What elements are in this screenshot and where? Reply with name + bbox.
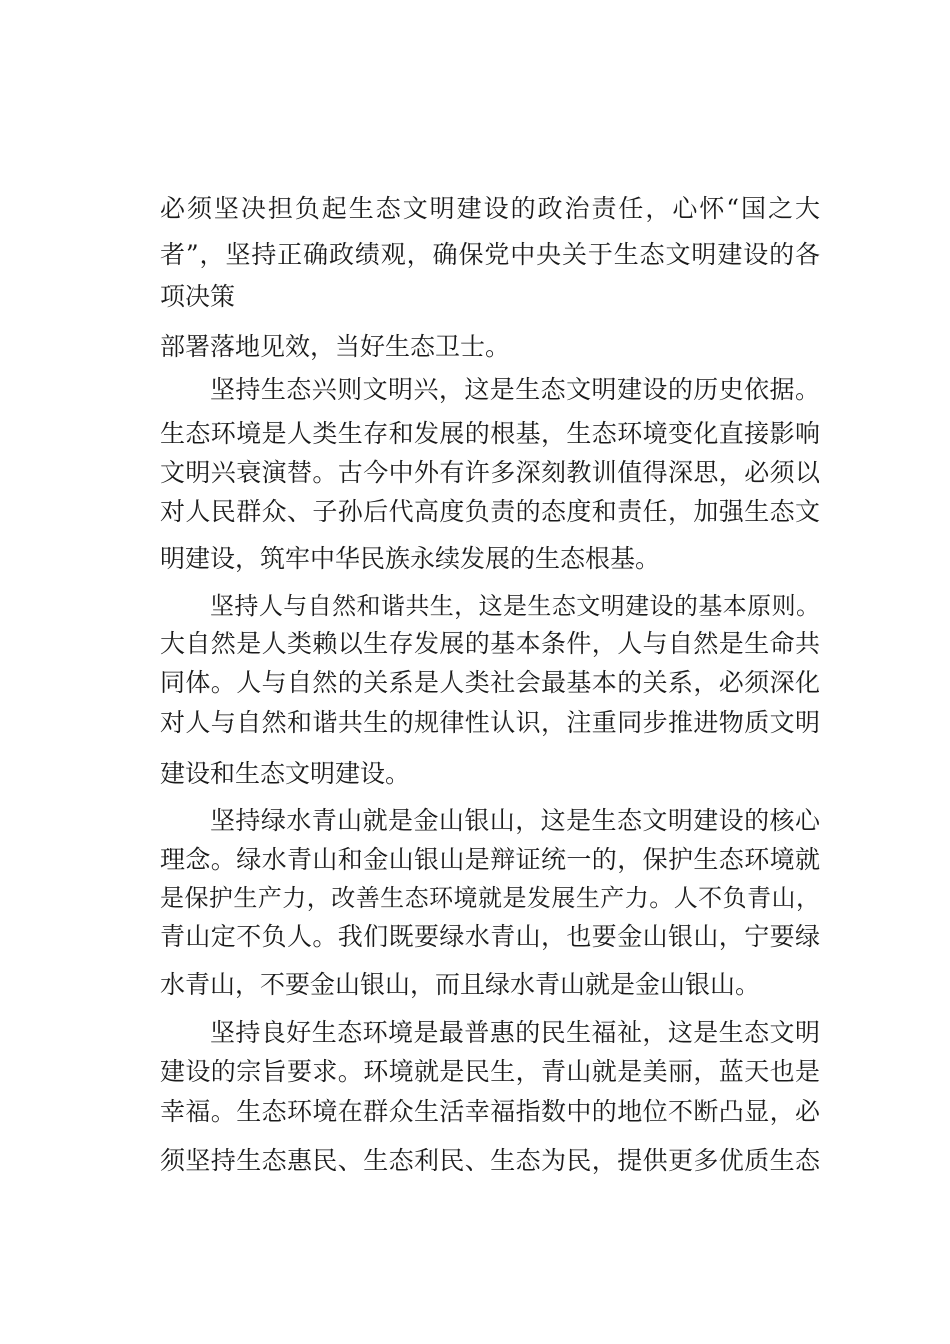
paragraph-first-line: 坚持绿水青山就是金山银山，这是生态文明建设的核心 bbox=[210, 806, 820, 835]
text-line: 青山定不负人。我们既要绿水青山，也要金山银山，宁要绿 bbox=[160, 922, 820, 951]
text-line: 部署落地见效，当好生态卫士。 bbox=[160, 332, 511, 361]
text-line: 大自然是人类赖以生存发展的基本条件，人与自然是生命共 bbox=[160, 629, 820, 658]
paragraph-first-line: 坚持人与自然和谐共生，这是生态文明建设的基本原则。 bbox=[210, 592, 820, 620]
text-line: 建设和生态文明建设。 bbox=[160, 759, 411, 788]
text-line: 对人与自然和谐共生的规律性认识，注重同步推进物质文明 bbox=[160, 708, 820, 737]
text-line: 文明兴衰演替。古今中外有许多深刻教训值得深思，必须以 bbox=[160, 458, 820, 487]
text-line: 者”，坚持正确政绩观，确保党中央关于生态文明建设的各 bbox=[160, 240, 820, 269]
text-line: 须坚持生态惠民、生态利民、生态为民，提供更多优质生态 bbox=[160, 1146, 820, 1175]
text-line: 对人民群众、子孙后代高度负责的态度和责任，加强生态文 bbox=[160, 497, 820, 526]
text-line: 生态环境是人类生存和发展的根基，生态环境变化直接影响 bbox=[160, 419, 820, 448]
text-line: 同体。人与自然的关系是人类社会最基本的关系，必须深化 bbox=[160, 668, 820, 697]
text-line: 必须坚决担负起生态文明建设的政治责任，心怀“国之大 bbox=[160, 194, 820, 223]
paragraph-first-line: 坚持良好生态环境是最普惠的民生福祉，这是生态文明 bbox=[210, 1018, 820, 1047]
text-line: 幸福。生态环境在群众生活幸福指数中的地位不断凸显，必 bbox=[160, 1097, 820, 1126]
text-line: 建设的宗旨要求。环境就是民生，青山就是美丽，蓝天也是 bbox=[160, 1057, 820, 1086]
text-line: 明建设，筑牢中华民族永续发展的生态根基。 bbox=[160, 544, 661, 573]
text-line: 水青山，不要金山银山，而且绿水青山就是金山银山。 bbox=[160, 970, 761, 999]
text-line: 理念。绿水青山和金山银山是辩证统一的，保护生态环境就 bbox=[160, 845, 820, 874]
text-line: 项决策 bbox=[160, 282, 236, 311]
text-line: 是保护生产力，改善生态环境就是发展生产力。人不负青山， bbox=[160, 884, 820, 912]
paragraph-first-line: 坚持生态兴则文明兴，这是生态文明建设的历史依据。 bbox=[210, 375, 820, 404]
